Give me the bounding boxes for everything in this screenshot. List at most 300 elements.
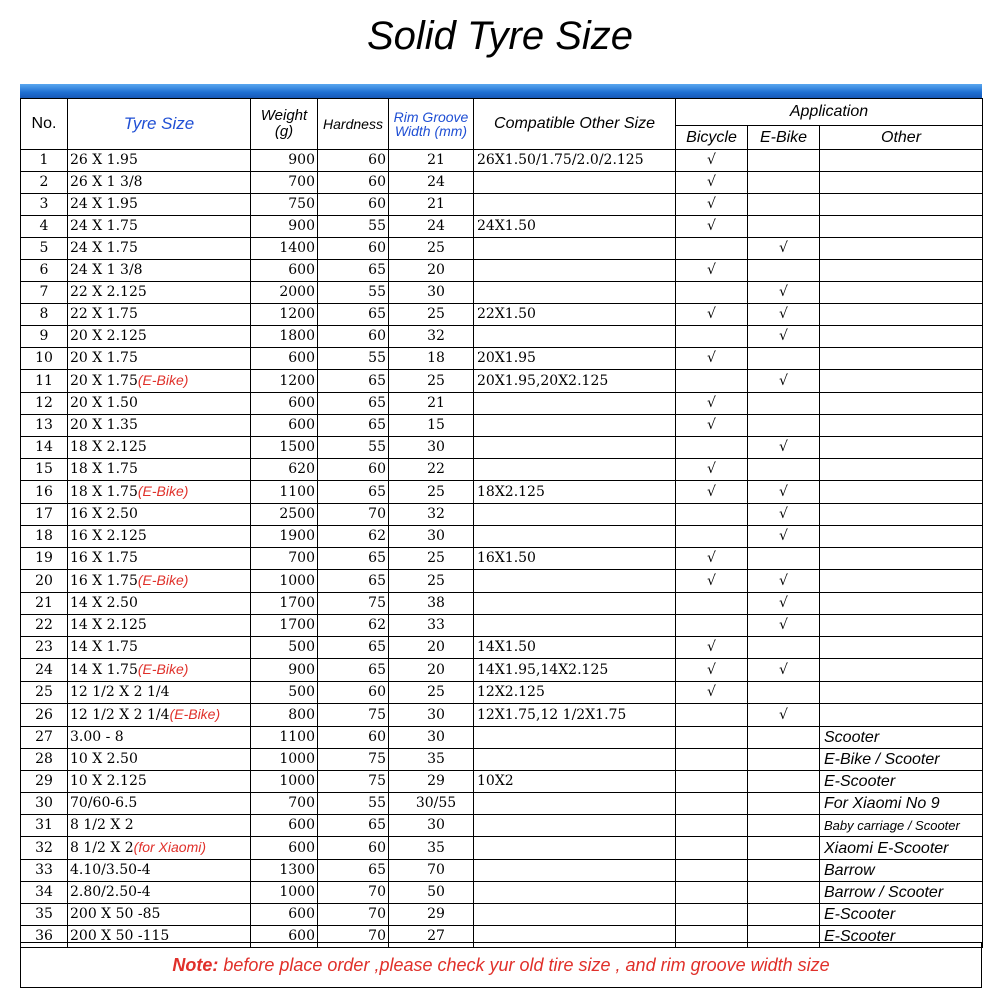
table-row [21,172,983,194]
row-ebike-check: √ [748,370,820,393]
table-row [21,615,983,637]
table-row [21,370,983,393]
row-ebike-check: √ [748,282,820,304]
row-weight: 1700 [251,615,318,637]
row-weight: 600 [251,415,318,437]
row-other-application: Baby carriage / Scooter [820,815,983,837]
tyre-size-tag: (E-Bike) [137,372,189,388]
row-ebike-check [748,393,820,415]
row-other-application [820,570,983,593]
row-rim-width: 25 [389,481,474,504]
row-weight: 1700 [251,593,318,615]
row-bicycle-check: √ [676,570,748,593]
tyre-size-tag: (E-Bike) [137,661,189,677]
row-weight: 1900 [251,526,318,548]
row-no: 12 [21,393,68,415]
row-compatible [474,172,676,194]
row-rim-width: 35 [389,837,474,860]
row-tyre-size [68,704,251,727]
row-bicycle-check: √ [676,348,748,370]
row-ebike-check [748,771,820,793]
row-bicycle-check: √ [676,260,748,282]
row-hardness: 65 [318,570,389,593]
row-bicycle-check [676,326,748,348]
row-no: 19 [21,548,68,570]
row-weight: 600 [251,837,318,860]
row-compatible [474,415,676,437]
row-no: 21 [21,593,68,615]
tyre-size-value: 200 X 50 -115 [70,928,170,944]
row-ebike-check [748,459,820,481]
table-row [21,326,983,348]
row-weight: 1200 [251,304,318,326]
row-bicycle-check: √ [676,216,748,238]
row-ebike-check [748,548,820,570]
row-rim-width: 25 [389,570,474,593]
row-rim-width: 18 [389,348,474,370]
row-rim-width: 24 [389,216,474,238]
row-other-application: Xiaomi E-Scooter [820,837,983,860]
tyre-size-value: 18 X 1.75 [70,461,138,477]
row-weight: 750 [251,194,318,216]
row-bicycle-check [676,904,748,926]
tyre-size-value: 3.00 - 8 [70,729,124,745]
header-weight-line1: Weight [260,107,308,124]
table-row [21,860,983,882]
row-bicycle-check: √ [676,659,748,682]
row-compatible [474,793,676,815]
table-row [21,882,983,904]
row-rim-width: 20 [389,637,474,659]
row-rim-width: 29 [389,904,474,926]
row-ebike-check [748,150,820,172]
row-rim-width: 30 [389,815,474,837]
row-tyre-size [68,304,251,326]
row-ebike-check [748,837,820,860]
row-bicycle-check [676,727,748,749]
row-weight: 1000 [251,771,318,793]
row-bicycle-check [676,704,748,727]
row-bicycle-check [676,238,748,260]
row-ebike-check [748,415,820,437]
row-hardness: 60 [318,150,389,172]
row-bicycle-check [676,837,748,860]
row-bicycle-check [676,793,748,815]
row-tyre-size [68,150,251,172]
row-rim-width: 20 [389,260,474,282]
row-no: 15 [21,459,68,481]
row-hardness: 55 [318,348,389,370]
row-hardness: 75 [318,593,389,615]
row-other-application [820,548,983,570]
row-hardness: 55 [318,793,389,815]
row-rim-width: 21 [389,393,474,415]
tyre-size-value: 16 X 1.75 [70,550,138,566]
row-rim-width: 32 [389,504,474,526]
row-bicycle-check [676,504,748,526]
row-no: 28 [21,749,68,771]
row-tyre-size [68,260,251,282]
row-bicycle-check [676,882,748,904]
row-compatible [474,570,676,593]
row-no: 6 [21,260,68,282]
row-no: 25 [21,682,68,704]
row-tyre-size [68,481,251,504]
row-hardness: 60 [318,326,389,348]
row-tyre-size [68,282,251,304]
row-hardness: 65 [318,659,389,682]
row-rim-width: 27 [389,926,474,948]
row-other-application [820,437,983,459]
row-ebike-check [748,348,820,370]
row-compatible: 24X1.50 [474,216,676,238]
row-hardness: 55 [318,282,389,304]
table-row [21,682,983,704]
row-hardness: 65 [318,415,389,437]
row-tyre-size [68,570,251,593]
tyre-size-value: 24 X 1 3/8 [70,262,143,278]
row-ebike-check [748,860,820,882]
row-compatible [474,437,676,459]
row-no: 35 [21,904,68,926]
tyre-size-value: 10 X 2.50 [70,751,138,767]
row-hardness: 70 [318,504,389,526]
row-weight: 2500 [251,504,318,526]
row-rim-width: 32 [389,326,474,348]
tyre-size-value: 16 X 1.75 [70,573,138,589]
row-weight: 600 [251,904,318,926]
tyre-size-value: 22 X 2.125 [70,284,147,300]
row-tyre-size [68,194,251,216]
row-compatible [474,749,676,771]
tyre-size-value: 18 X 2.125 [70,439,147,455]
row-tyre-size [68,437,251,459]
row-compatible [474,238,676,260]
row-bicycle-check: √ [676,304,748,326]
tyre-size-value: 8 1/2 X 2 [70,840,134,856]
tyre-size-value: 20 X 1.75 [70,350,138,366]
row-rim-width: 30 [389,704,474,727]
row-tyre-size [68,837,251,860]
row-rim-width: 35 [389,749,474,771]
row-bicycle-check [676,749,748,771]
row-weight: 1100 [251,481,318,504]
tyre-size-value: 24 X 1.75 [70,218,138,234]
tyre-size-value: 12 1/2 X 2 1/4 [70,707,170,723]
tyre-size-value: 4.10/3.50-4 [70,862,151,878]
row-no: 36 [21,926,68,948]
row-bicycle-check: √ [676,481,748,504]
header-compatible: Compatible Other Size [474,99,676,150]
row-weight: 700 [251,172,318,194]
row-compatible [474,326,676,348]
table-row [21,593,983,615]
row-hardness: 70 [318,904,389,926]
row-weight: 500 [251,682,318,704]
row-other-application [820,504,983,526]
row-hardness: 62 [318,526,389,548]
row-hardness: 55 [318,216,389,238]
table-row [21,437,983,459]
row-rim-width: 30/55 [389,793,474,815]
row-rim-width: 22 [389,459,474,481]
row-hardness: 65 [318,393,389,415]
row-no: 13 [21,415,68,437]
row-other-application [820,415,983,437]
row-compatible [474,615,676,637]
row-bicycle-check [676,526,748,548]
row-compatible [474,260,676,282]
note-text: before place order ,please check yur old tire size , and rim groove width size [218,955,830,975]
order-note [20,942,982,988]
row-hardness: 65 [318,815,389,837]
row-compatible: 22X1.50 [474,304,676,326]
row-bicycle-check: √ [676,172,748,194]
row-weight: 700 [251,793,318,815]
row-ebike-check [748,194,820,216]
header-hardness: Hardness [318,99,389,150]
table-row [21,415,983,437]
row-other-application [820,459,983,481]
header-bar [20,84,982,98]
table-row [21,526,983,548]
row-ebike-check [748,216,820,238]
row-compatible: 14X1.95,14X2.125 [474,659,676,682]
row-bicycle-check [676,615,748,637]
table-row [21,570,983,593]
row-rim-width: 70 [389,860,474,882]
table-row [21,481,983,504]
row-compatible: 10X2 [474,771,676,793]
row-bicycle-check: √ [676,393,748,415]
row-other-application [820,282,983,304]
row-tyre-size [68,860,251,882]
row-other-application [820,659,983,682]
row-hardness: 60 [318,172,389,194]
row-hardness: 60 [318,727,389,749]
row-rim-width: 25 [389,304,474,326]
row-compatible: 20X1.95,20X2.125 [474,370,676,393]
header-no: No. [21,99,68,150]
row-compatible: 20X1.95 [474,348,676,370]
row-weight: 600 [251,815,318,837]
row-ebike-check: √ [748,659,820,682]
row-weight: 1800 [251,326,318,348]
row-ebike-check [748,637,820,659]
table-row [21,260,983,282]
row-ebike-check: √ [748,704,820,727]
row-compatible: 16X1.50 [474,548,676,570]
row-no: 14 [21,437,68,459]
tyre-size-value: 26 X 1 3/8 [70,174,143,190]
row-hardness: 65 [318,548,389,570]
table-row [21,749,983,771]
table-row [21,216,983,238]
row-no: 9 [21,326,68,348]
row-rim-width: 20 [389,659,474,682]
row-compatible [474,194,676,216]
row-no: 2 [21,172,68,194]
row-hardness: 75 [318,771,389,793]
row-no: 3 [21,194,68,216]
row-no: 11 [21,370,68,393]
row-hardness: 60 [318,238,389,260]
row-other-application [820,682,983,704]
row-compatible [474,837,676,860]
row-ebike-check: √ [748,238,820,260]
row-ebike-check: √ [748,304,820,326]
tyre-size-table [20,98,983,948]
row-other-application: Barrow / Scooter [820,882,983,904]
row-no: 17 [21,504,68,526]
row-compatible [474,504,676,526]
row-compatible [474,393,676,415]
tyre-size-value: 14 X 1.75 [70,662,138,678]
row-other-application [820,526,983,548]
row-no: 22 [21,615,68,637]
row-bicycle-check [676,593,748,615]
row-tyre-size [68,727,251,749]
row-ebike-check [748,682,820,704]
row-no: 29 [21,771,68,793]
row-weight: 900 [251,216,318,238]
row-hardness: 65 [318,370,389,393]
header-ebike: E-Bike [748,126,820,150]
row-weight: 1000 [251,882,318,904]
row-tyre-size [68,326,251,348]
table-row [21,348,983,370]
row-weight: 1100 [251,727,318,749]
row-no: 30 [21,793,68,815]
row-compatible: 12X1.75,12 1/2X1.75 [474,704,676,727]
row-other-application [820,238,983,260]
row-compatible [474,526,676,548]
row-tyre-size [68,370,251,393]
row-rim-width: 29 [389,771,474,793]
row-weight: 1300 [251,860,318,882]
row-tyre-size [68,615,251,637]
row-other-application [820,370,983,393]
tyre-size-value: 20 X 1.35 [70,417,138,433]
row-hardness: 60 [318,682,389,704]
row-ebike-check [748,749,820,771]
header-application: Application [676,99,983,126]
row-compatible: 14X1.50 [474,637,676,659]
row-ebike-check [748,172,820,194]
row-bicycle-check: √ [676,415,748,437]
table-row [21,548,983,570]
row-weight: 600 [251,348,318,370]
row-weight: 2000 [251,282,318,304]
tyre-size-value: 16 X 2.50 [70,506,138,522]
row-weight: 700 [251,548,318,570]
tyre-size-value: 2.80/2.50-4 [70,884,151,900]
row-rim-width: 38 [389,593,474,615]
row-tyre-size [68,682,251,704]
table-row [21,238,983,260]
row-rim-width: 33 [389,615,474,637]
row-hardness: 70 [318,926,389,948]
row-no: 23 [21,637,68,659]
tyre-size-value: 20 X 1.50 [70,395,138,411]
tyre-size-value: 26 X 1.95 [70,152,138,168]
table-row [21,793,983,815]
row-compatible [474,860,676,882]
row-tyre-size [68,172,251,194]
row-other-application [820,194,983,216]
row-no: 31 [21,815,68,837]
tyre-size-value: 8 1/2 X 2 [70,817,134,833]
tyre-size-tag: (E-Bike) [137,572,189,588]
row-weight: 1000 [251,749,318,771]
table-row [21,459,983,481]
row-no: 4 [21,216,68,238]
row-rim-width: 25 [389,682,474,704]
tyre-size-value: 14 X 2.50 [70,595,138,611]
row-other-application [820,393,983,415]
row-hardness: 60 [318,459,389,481]
tyre-size-value: 24 X 1.95 [70,196,138,212]
row-hardness: 62 [318,615,389,637]
row-compatible [474,727,676,749]
row-no: 32 [21,837,68,860]
row-compatible: 26X1.50/1.75/2.0/2.125 [474,150,676,172]
row-bicycle-check: √ [676,637,748,659]
tyre-size-value: 18 X 1.75 [70,484,138,500]
row-other-application: E-Scooter [820,926,983,948]
row-weight: 600 [251,393,318,415]
row-weight: 1400 [251,238,318,260]
tyre-size-value: 10 X 2.125 [70,773,147,789]
row-compatible [474,882,676,904]
row-tyre-size [68,393,251,415]
table-row [21,194,983,216]
row-other-application [820,150,983,172]
row-hardness: 60 [318,837,389,860]
row-no: 27 [21,727,68,749]
row-ebike-check: √ [748,481,820,504]
row-no: 24 [21,659,68,682]
row-ebike-check: √ [748,615,820,637]
row-other-application: Barrow [820,860,983,882]
row-no: 18 [21,526,68,548]
row-tyre-size [68,771,251,793]
row-weight: 900 [251,150,318,172]
row-tyre-size [68,415,251,437]
page-title: Solid Tyre Size [366,14,633,58]
row-tyre-size [68,749,251,771]
row-compatible: 18X2.125 [474,481,676,504]
row-hardness: 75 [318,704,389,727]
note-label: Note: [172,955,219,975]
row-rim-width: 15 [389,415,474,437]
table-row [21,637,983,659]
row-bicycle-check [676,282,748,304]
row-bicycle-check [676,815,748,837]
table-row [21,704,983,727]
row-rim-width: 21 [389,194,474,216]
row-ebike-check [748,904,820,926]
table-row [21,727,983,749]
table-row [21,659,983,682]
tyre-size-tag: (for Xiaomi) [133,839,207,855]
row-compatible [474,904,676,926]
row-no: 7 [21,282,68,304]
row-ebike-check: √ [748,593,820,615]
row-bicycle-check: √ [676,548,748,570]
header-tyre-size: Tyre Size [68,99,251,150]
row-ebike-check: √ [748,504,820,526]
